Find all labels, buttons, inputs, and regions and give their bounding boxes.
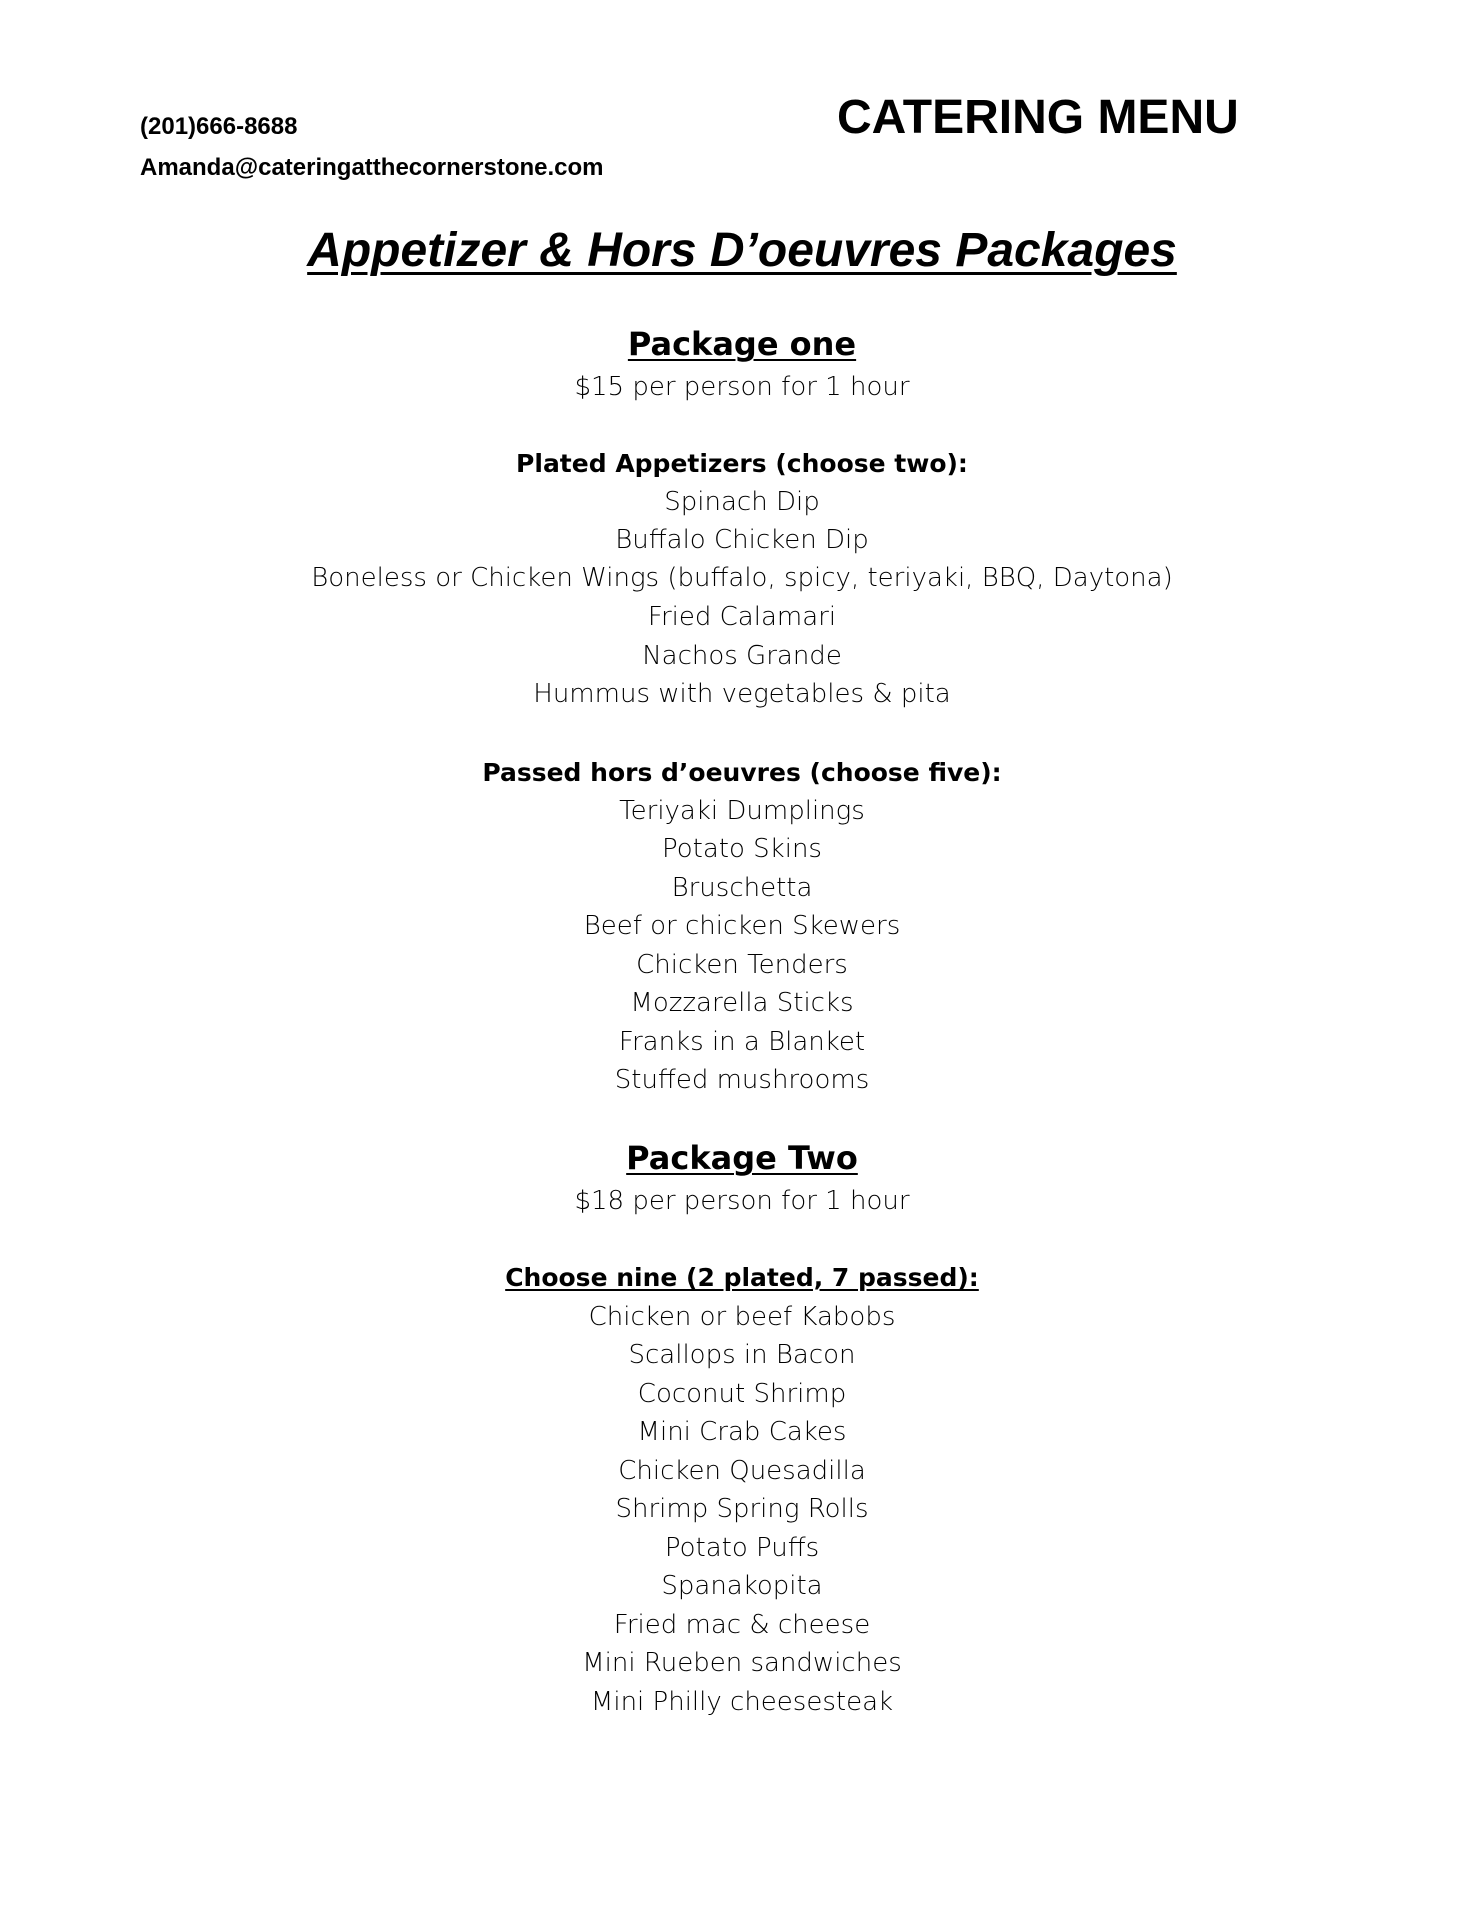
package-two-price: $18 per person for 1 hour — [574, 1186, 910, 1216]
menu-item: Scallops in Bacon — [628, 1340, 856, 1370]
menu-item: Shrimp Spring Rolls — [615, 1494, 869, 1524]
menu-item: Chicken or beef Kabobs — [588, 1302, 896, 1332]
menu-item: Mini Rueben sandwiches — [582, 1648, 902, 1678]
package-two-title: Package Two — [626, 1139, 858, 1177]
menu-item: Coconut Shrimp — [637, 1379, 847, 1409]
menu-item: Hummus with vegetables & pita — [533, 679, 951, 709]
menu-item: Potato Puffs — [664, 1533, 820, 1563]
menu-item: Spinach Dip — [664, 487, 820, 517]
menu-item: Nachos Grande — [642, 641, 842, 671]
menu-item: Fried Calamari — [647, 602, 837, 632]
choose-nine-heading: Choose nine (2 plated, 7 passed): — [505, 1263, 979, 1292]
menu-item: Spanakopita — [661, 1571, 823, 1601]
document-title: CATERING MENU — [837, 91, 1239, 144]
menu-item: Mozzarella Sticks — [630, 988, 854, 1018]
package-one-title: Package one — [627, 325, 857, 363]
contact-email: Amanda@cateringatthecornerstone.com — [140, 154, 604, 181]
menu-item: Mini Crab Cakes — [637, 1417, 847, 1447]
menu-item: Stuffed mushrooms — [614, 1065, 870, 1095]
menu-item: Chicken Tenders — [636, 950, 848, 980]
menu-item: Bruschetta — [671, 873, 813, 903]
package-one-price: $15 per person for 1 hour — [574, 372, 910, 402]
menu-item: Beef or chicken Skewers — [583, 911, 901, 941]
menu-item: Buffalo Chicken Dip — [615, 525, 869, 555]
passed-hors-doeuvres-heading: Passed hors d’oeuvres (choose five): — [482, 758, 1002, 787]
menu-item: Teriyaki Dumplings — [619, 796, 865, 826]
menu-item: Fried mac & cheese — [613, 1610, 871, 1640]
plated-appetizers-heading: Plated Appetizers (choose two): — [516, 449, 968, 478]
menu-item: Chicken Quesadilla — [618, 1456, 866, 1486]
menu-item: Potato Skins — [662, 834, 822, 864]
packages-heading: Appetizer & Hors D’oeuvres Packages — [307, 224, 1177, 277]
contact-phone: (201)666-8688 — [140, 113, 298, 140]
menu-item: Boneless or Chicken Wings (buffalo, spicy, teriyaki, BBQ, Daytona) — [311, 563, 1173, 593]
menu-item: Franks in a Blanket — [618, 1027, 866, 1057]
menu-item: Mini Philly cheesesteak — [590, 1687, 894, 1717]
